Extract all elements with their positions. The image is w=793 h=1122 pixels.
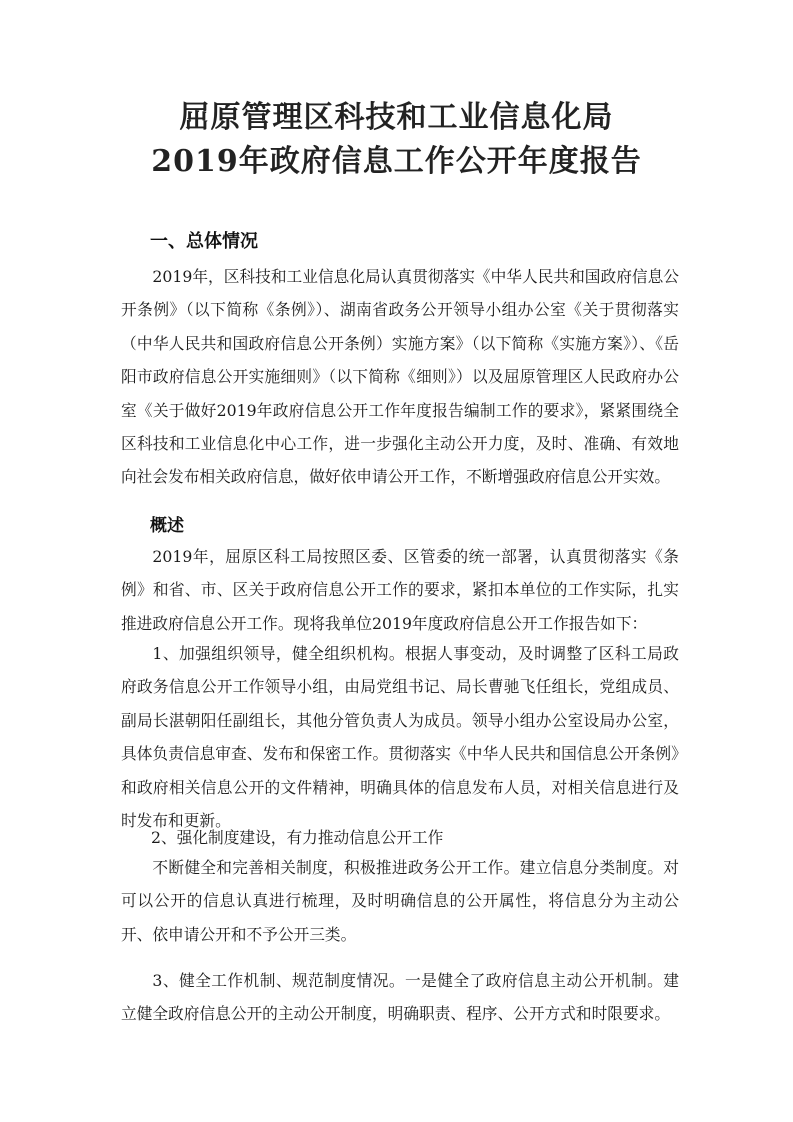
section-heading-summary: 概述	[150, 516, 184, 536]
paragraph-item-1: 1、加强组织领导，健全组织机构。根据人事变动，及时调整了区科工局政府政务信息公开工作领导小组，由局党组书记、局长曹驰飞任组长，党组成员、副局长湛朝阳任副组长，其他分管负责人为成员。领导小组办公室设局办公室，具体负责信息审查、发布和保密工作。贯彻落实《中华人民共和国信息公开条例》和政府相关信息公开的文件精神，明确具体的信息发布人员，对相关信息进行及时发布和更新。	[121, 644, 679, 831]
section-heading-overview: 一、总体情况	[150, 231, 258, 252]
paragraph-item-2-heading: 2、强化制度建设，有力推动信息公开工作	[151, 828, 444, 847]
document-title-line-1: 屈原管理区科技和工业信息化局	[179, 100, 614, 135]
document-title-line-2: 2019年政府信息工作公开年度报告	[151, 144, 642, 179]
paragraph-overview: 2019年，区科技和工业信息化局认真贯彻落实《中华人民共和国政府信息公开条例》（以下简称《条例》）、湖南省政务公开领导小组办公室《关于贯彻落实（中华人民共和国政府信息公开条例）实施方案》（以下简称《实施方案》）、《岳阳市政府信息公开实施细则》（以下简称《细则》）以及屈原管理区人民政府办公室《关于做好2019年政府信息公开工作年度报告编制工作的要求》，紧紧围绕全区科技和工业信息化中心工作，进一步强化主动公开力度，及时、准确、有效地向社会发布相关政府信息，做好依申请公开工作，不断增强政府信息公开实效。	[121, 267, 679, 487]
paragraph-summary: 2019年，屈原区科工局按照区委、区管委的统一部署，认真贯彻落实《条例》和省、市、区关于政府信息公开工作的要求，紧扣本单位的工作实际，扎实推进政府信息公开工作。现将我单位2019年度政府信息公开工作报告如下：	[121, 547, 679, 633]
paragraph-item-3: 3、健全工作机制、规范制度情况。一是健全了政府信息主动公开机制。建立健全政府信息公开的主动公开制度，明确职责、程序、公开方式和时限要求。	[121, 971, 679, 1024]
paragraph-item-2-body: 不断健全和完善相关制度，积极推进政务公开工作。建立信息分类制度。对可以公开的信息认真进行梳理，及时明确信息的公开属性，将信息分为主动公开、依申请公开和不予公开三类。	[121, 858, 679, 944]
